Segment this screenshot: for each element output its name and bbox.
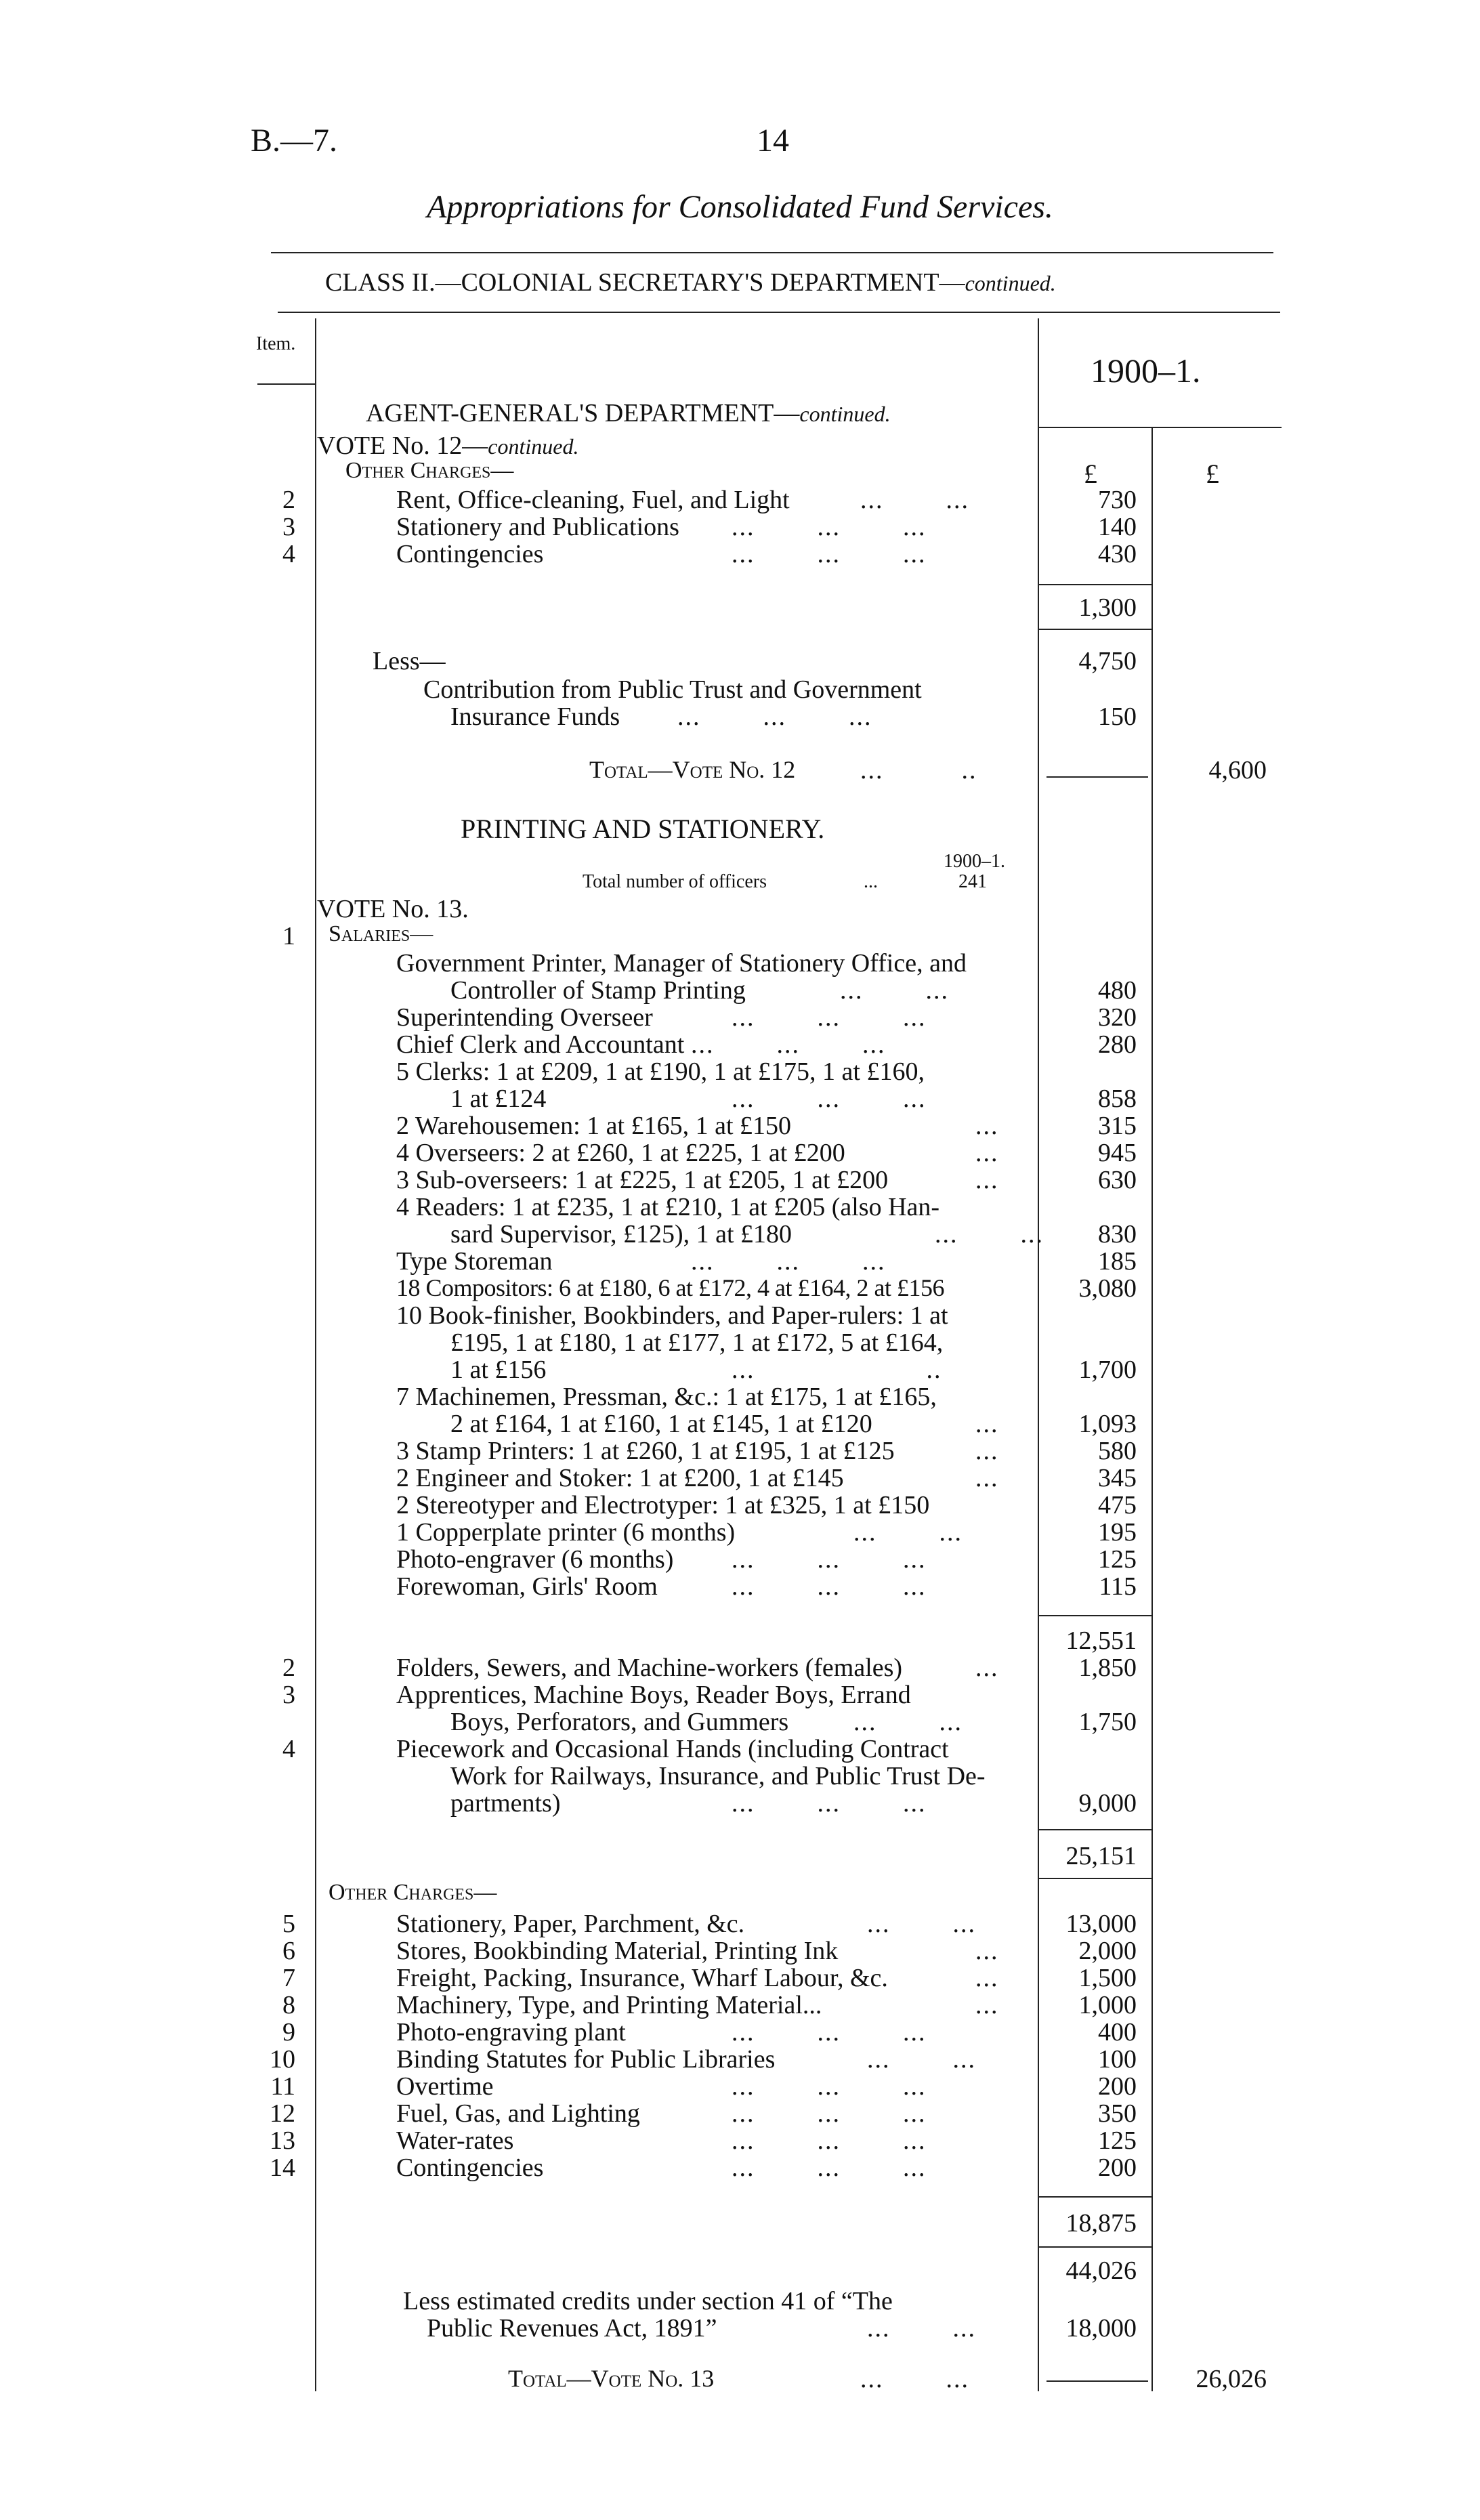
salary-line: 2 at £164, 1 at £160, 1 at £145, 1 at £120 ... 1,093 (450, 1410, 1137, 1438)
sum-rule (1038, 1829, 1151, 1830)
sum-rule (1038, 2196, 1151, 2198)
salary-total-row: 25,151 (1065, 1842, 1137, 1870)
salary-line: 18 Compositors: 6 at £180, 6 at £172, 4 at £164, 2 at £156 3,080 (396, 1274, 1137, 1303)
salary-line: Government Printer, Manager of Stationery Office, and (396, 949, 967, 978)
salary-line: 4 Readers: 1 at £235, 1 at £210, 1 at £205 (also Han- (396, 1193, 940, 1221)
item-header-rule (257, 383, 315, 385)
item-4-row: 4 Piecework and Occasional Hands (including Contract (282, 1735, 949, 1763)
printing-heading: PRINTING AND STATIONERY. (461, 814, 825, 844)
agent-item-row: 4 Contingencies ... ... ... 430 (282, 540, 1137, 568)
other-charge-row: 8 Machinery, Type, and Printing Material... ... 1,000 (282, 1991, 1137, 2019)
item-3-row: 3 Apprentices, Machine Boys, Reader Boys, Errand (282, 1681, 911, 1709)
vote-12-total-row: Total—Vote No. 12 ... .. 4,600 (589, 756, 1267, 784)
vote-13-label: VOTE No. 13. (317, 895, 469, 923)
salary-line: Type Storeman ... ... ... 185 (396, 1247, 1137, 1276)
pound-sign-col1: £ (1084, 459, 1097, 489)
year-column-header: 1900–1. (1091, 352, 1201, 390)
salaries-subtotal-row: 12,551 (1065, 1626, 1137, 1655)
officers-dots: ... (864, 871, 878, 892)
agent-contrib-row: Contribution from Public Trust and Government (423, 675, 922, 704)
sum-rule (1038, 1878, 1151, 1879)
salary-line: 2 Warehousemen: 1 at £165, 1 at £150 ... 315 (396, 1112, 1137, 1140)
item-2-row: 2 Folders, Sewers, and Machine-workers (females) ... 1,850 (282, 1654, 1137, 1682)
vote-13-total-row: Total—Vote No. 13 ... ... 26,026 (508, 2365, 1267, 2393)
other-charge-row: 14 Contingencies ... ... ... 200 (270, 2154, 1137, 2182)
agent-general-heading: AGENT-GENERAL'S DEPARTMENT—continued. (366, 399, 891, 427)
agent-other-charges: Other Charges— (345, 458, 514, 483)
salary-line: 7 Machinemen, Pressman, &c.: 1 at £175, 1 at £165, (396, 1383, 937, 1411)
other-charge-row: 6 Stores, Bookbinding Material, Printing Ink ... 2,000 (282, 1937, 1137, 1965)
other-charge-row: 13 Water-rates ... ... ... 125 (270, 2126, 1137, 2155)
grand-row: 44,026 (1065, 2256, 1137, 2285)
salary-line: 1 Copperplate printer (6 months) ... ... 195 (396, 1518, 1137, 1547)
class-rule (278, 312, 1280, 313)
top-rule (271, 252, 1273, 253)
officers-count: 241 (958, 871, 987, 892)
agent-item-row: 3 Stationery and Publications ... ... ... 140 (282, 513, 1137, 541)
year-header-rule (1038, 427, 1282, 428)
other-charge-row: 9 Photo-engraving plant ... ... ... 400 (282, 2018, 1137, 2046)
sum-rule (1038, 629, 1151, 630)
vote-12-label: VOTE No. 12—continued. (317, 432, 579, 460)
total-rule (1046, 2380, 1148, 2382)
salary-line: 5 Clerks: 1 at £209, 1 at £190, 1 at £175, 1 at £160, (396, 1057, 925, 1086)
officers-year: 1900–1. (944, 851, 1005, 872)
salary-line: 10 Book-finisher, Bookbinders, and Paper-rulers: 1 at (396, 1301, 948, 1330)
salary-line: Forewoman, Girls' Room ... ... ... 115 (396, 1572, 1137, 1601)
page-number: 14 (757, 123, 789, 159)
other-charge-row: 5 Stationery, Paper, Parchment, &c. ... ... 13,000 (282, 1910, 1137, 1938)
less-credits-row: Public Revenues Act, 1891” ... ... 18,000 (427, 2314, 1137, 2343)
page-title: Appropriations for Consolidated Fund Services. (427, 189, 1053, 225)
salary-line: Chief Clerk and Accountant ... ... ... 280 (396, 1030, 1137, 1059)
other-charge-row: 7 Freight, Packing, Insurance, Wharf Labour, &c. ... 1,500 (282, 1964, 1137, 1992)
sum-rule (1038, 1615, 1151, 1616)
salary-line: sard Supervisor, £125), 1 at £180 ... ... 830 (450, 1220, 1137, 1248)
less-credits-row: Less estimated credits under section 41 of “The (403, 2287, 893, 2315)
salary-line: 2 Engineer and Stoker: 1 at £200, 1 at £145 ... 345 (396, 1464, 1137, 1492)
sum-rule (1038, 2246, 1151, 2248)
other-subtotal-row: 18,875 (1065, 2209, 1137, 2238)
item-3-row: Boys, Perforators, and Gummers ... ... 1,750 (450, 1708, 1137, 1736)
total-rule (1046, 776, 1148, 778)
other-charge-row: 10 Binding Statutes for Public Libraries ... ... 100 (270, 2045, 1137, 2074)
sum-rule (1038, 584, 1151, 585)
salary-line: 3 Stamp Printers: 1 at £260, 1 at £195, 1 at £125 ... 580 (396, 1437, 1137, 1465)
class-heading: CLASS II.—COLONIAL SECRETARY'S DEPARTMENT—continued. (325, 268, 1056, 297)
other-charge-row: 11 Overtime ... ... ... 200 (270, 2072, 1137, 2101)
salary-line: 4 Overseers: 2 at £260, 1 at £225, 1 at £200 ... 945 (396, 1139, 1137, 1167)
item-column-header: Item. (256, 333, 296, 354)
agent-contrib-row: Insurance Funds ... ... ... 150 (450, 702, 1137, 731)
salary-line: Photo-engraver (6 months) ... ... ... 125 (396, 1545, 1137, 1574)
agent-less-row: Less— 4,750 (373, 647, 1137, 675)
agent-subtotal-row: 1,300 (1078, 593, 1137, 622)
agent-item-row: 2 Rent, Office-cleaning, Fuel, and Light ... ... 730 (282, 486, 1137, 514)
salary-line: Superintending Overseer ... ... ... 320 (396, 1003, 1137, 1032)
salary-line: 2 Stereotyper and Electrotyper: 1 at £325, 1 at £150 475 (396, 1491, 1137, 1519)
other-charges-label: Other Charges— (329, 1880, 497, 1905)
page-reference: B.—7. (251, 123, 338, 159)
salary-line: 1 at £124 ... ... ... 858 (450, 1085, 1137, 1113)
item-4-row: Work for Railways, Insurance, and Public Trust De- (450, 1762, 986, 1790)
salary-line: £195, 1 at £180, 1 at £177, 1 at £172, 5 at £164, (450, 1328, 944, 1357)
pound-sign-col2: £ (1206, 459, 1219, 489)
item-4-row: partments) ... ... ... 9,000 (450, 1789, 1137, 1818)
salary-line: 1 at £156 ... .. 1,700 (450, 1356, 1137, 1384)
salary-line: Controller of Stamp Printing ... ... 480 (450, 976, 1137, 1005)
salaries-row: 1 Salaries— (282, 921, 434, 950)
other-charge-row: 12 Fuel, Gas, and Lighting ... ... ... 350 (270, 2099, 1137, 2128)
salary-line: 3 Sub-overseers: 1 at £225, 1 at £205, 1 at £200 ... 630 (396, 1166, 1137, 1194)
officers-label: Total number of officers (583, 871, 767, 892)
